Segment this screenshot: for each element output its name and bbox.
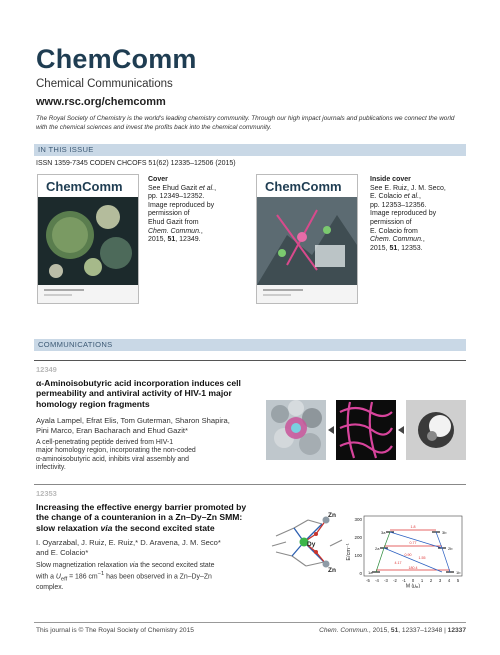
intro-text: The Royal Society of Chemistry is the world's leading chemistry community. Through our high impact journals and publications we connect the world with the chemical sciences and invest the profits back into the chemical community. — [36, 115, 455, 131]
article-2-abstract: Slow magnetization relaxation via the second excited state with a $U_{eff} = 186$ $cm^{-1}$ has been observed in a Zn–Dy–Zn complex. — [36, 562, 215, 592]
zn-bottom-label: Zn — [328, 567, 336, 574]
x-tick-label: -4 — [375, 578, 379, 583]
article-2-title[interactable]: Increasing the effective energy barrier promoted by the change of a counteranion in a Zn–Dy–Zn SMM: slow relaxation via the second excited state — [36, 502, 247, 533]
footer-rule — [34, 622, 466, 623]
x-tick-label: 1 — [420, 578, 424, 583]
level-label: 1a — [368, 570, 373, 575]
page-number: 12337 — [447, 627, 466, 634]
divider — [34, 360, 466, 361]
journal-url[interactable]: www.rsc.org/chemcomm — [36, 96, 166, 108]
transition-value: 1.8 — [410, 525, 416, 529]
footer-citation: Chem. Commun., 2015, 51, 12337–12348 | 12337 — [319, 627, 466, 634]
y-tick-label: 0 — [359, 571, 362, 576]
y-tick-label: 300 — [354, 517, 362, 522]
y-axis-label: E/cm⁻¹ — [346, 543, 352, 561]
level-label: 1b — [456, 570, 461, 575]
article-1-page-number: 12349 — [36, 365, 57, 374]
cover-logo: ChemComm — [46, 179, 123, 194]
zn-top-label: Zn — [328, 512, 336, 519]
in-this-issue-label: IN THIS ISSUE — [38, 145, 94, 154]
issn-line: ISSN 1359-7345 CODEN CHCOFS 51(62) 12335–12506 (2015) — [36, 160, 236, 167]
x-tick-label: 3 — [438, 578, 442, 583]
x-tick-label: 2 — [429, 578, 433, 583]
inside-cover-thumbnail[interactable] — [256, 174, 358, 304]
x-axis-label: M $(\mu_B)$ — [405, 583, 421, 588]
level-label: 2a — [375, 546, 380, 551]
level-label: 3b — [442, 530, 447, 535]
article-1-graphical-abstract — [266, 398, 466, 462]
x-tick-label: -5 — [366, 578, 370, 583]
x-tick-label: 4 — [447, 578, 451, 583]
cover-image — [38, 175, 138, 303]
dy-label: Dy — [307, 541, 316, 548]
inside-cover-image — [257, 175, 357, 303]
cover-thumbnail[interactable] — [37, 174, 139, 304]
journal-brand: ChemComm — [36, 44, 197, 74]
y-tick-label: 200 — [354, 535, 362, 540]
communications-label: COMMUNICATIONS — [38, 340, 113, 349]
article-1-authors: Ayala Lampel, Efrat Elis, Tom Guterman, Sharon Shapira, Pini Marco, Eran Bacharach and Ehud Gazit* — [36, 416, 230, 435]
divider — [34, 484, 466, 485]
level-label: 3a — [381, 530, 386, 535]
article-2-authors: I. Oyarzabal, J. Ruiz, E. Ruiz,* D. Aravena, J. M. Seco* and E. Colacio* — [36, 538, 221, 557]
x-tick-label: 0 — [411, 578, 415, 583]
article-1-abstract: A cell-penetrating peptide derived from HIV-1 major homology region, incorporating the non-coded α-aminoisobutyric acid, inhibits viral assembly and infectivity. — [36, 439, 196, 472]
cover-caption: Cover See Ehud Gazit et al., pp. 12349–12352. Image reproduced by permission of Ehud Gazit from Chem. Commun., 2015, 51, 12349. — [148, 176, 217, 244]
article-1-title[interactable]: α-Aminoisobutyric acid incorporation induces cell permeability and antiviral activity of HIV-1 major homology region fragments — [36, 378, 241, 409]
article-2-energy-diagram — [346, 512, 466, 588]
inside-cover-logo: ChemComm — [265, 179, 342, 194]
x-tick-label: -3 — [384, 578, 388, 583]
transition-value: 1.55 — [418, 556, 426, 560]
transition-value: 4.17 — [394, 561, 402, 565]
y-tick-label: 100 — [354, 553, 362, 558]
inside-cover-caption: Inside cover See E. Ruiz, J. M. Seco, E. Colacio et al., pp. 12353–12356. Image reproduced by permission of E. Colacio from Chem. Commun., 2015, 51, 12353. — [370, 176, 446, 252]
transition-value: 0.90 — [404, 553, 412, 557]
x-tick-label: -2 — [393, 578, 397, 583]
footer-copyright: This journal is © The Royal Society of Chemistry 2015 — [36, 627, 194, 634]
article-2-molecule-image — [266, 506, 346, 578]
transition-value: 180.4 — [408, 566, 418, 570]
communications-band — [34, 339, 466, 351]
transition-value: 0.77 — [409, 541, 417, 545]
journal-subtitle: Chemical Communications — [36, 78, 173, 90]
article-2-page-number: 12353 — [36, 489, 57, 498]
level-label: 2b — [448, 546, 453, 551]
in-this-issue-band — [34, 144, 466, 156]
x-tick-label: -1 — [402, 578, 406, 583]
x-tick-label: 5 — [456, 578, 460, 583]
